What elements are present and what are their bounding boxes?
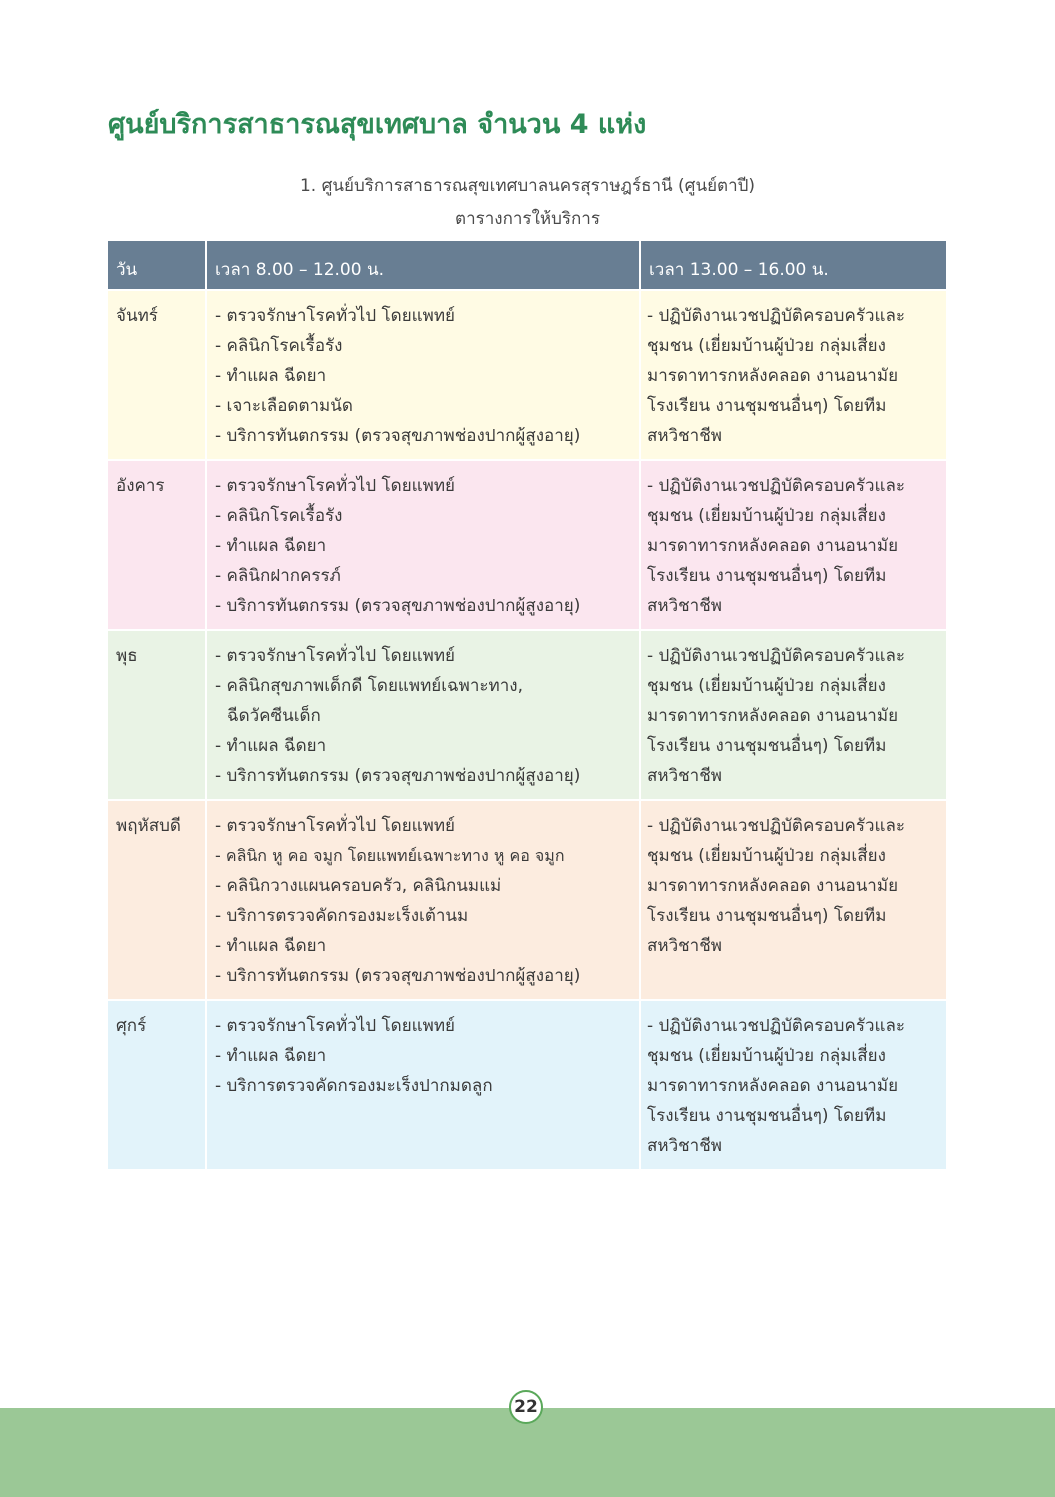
service-line: - คลินิกสุขภาพเด็กดี โดยแพทย์เฉพาะทาง, [215, 676, 523, 696]
table-row [108, 290, 946, 460]
service-line: มารดาทารกหลังคลอด งานอนามัย [647, 1076, 899, 1096]
afternoon-cell [640, 1000, 946, 1169]
service-line: - คลินิกวางแผนครอบครัว, คลินิกนมแม่ [215, 876, 502, 896]
service-line: มารดาทารกหลังคลอด งานอนามัย [647, 706, 899, 726]
service-line: - ตรวจรักษาโรคทั่วไป โดยแพทย์ [215, 646, 455, 666]
table-row [108, 460, 946, 630]
service-line: - ตรวจรักษาโรคทั่วไป โดยแพทย์ [215, 1016, 455, 1036]
day-cell: ศุกร์ [108, 1000, 206, 1169]
service-line: ชุมชน (เยี่ยมบ้านผู้ป่วย กลุ่มเสี่ยง [647, 676, 886, 696]
center-title: 1. ศูนย์บริการสาธารณสุขเทศบาลนครสุราษฎร์ธานี (ศูนย์ตาปี) [299, 176, 756, 196]
page-heading: ศูนย์บริการสาธารณสุขเทศบาล จำนวน 4 แห่ง [108, 109, 647, 140]
afternoon-cell [640, 630, 946, 800]
service-line: สหวิชาชีพ [647, 1136, 722, 1156]
service-line: - คลินิก หู คอ จมูก โดยแพทย์เฉพาะทาง หู คอ จมูก [215, 846, 565, 865]
service-line: - ปฏิบัติงานเวชปฏิบัติครอบครัวและ [647, 816, 906, 836]
service-line: - บริการทันตกรรม (ตรวจสุขภาพช่องปากผู้สูงอายุ) [215, 596, 581, 616]
service-line: - ทำแผล ฉีดยา [215, 736, 327, 756]
day-cell: พุธ [108, 630, 206, 800]
day-cell: จันทร์ [108, 290, 206, 460]
afternoon-cell [640, 800, 946, 1000]
service-line: มารดาทารกหลังคลอด งานอนามัย [647, 536, 899, 556]
service-line: โรงเรียน งานชุมชนอื่นๆ) โดยทีม [647, 396, 887, 416]
service-line: มารดาทารกหลังคลอด งานอนามัย [647, 876, 899, 896]
column-header-afternoon: เวลา 13.00 – 16.00 น. [640, 241, 946, 290]
service-line: - ตรวจรักษาโรคทั่วไป โดยแพทย์ [215, 816, 455, 836]
service-line: - ปฏิบัติงานเวชปฏิบัติครอบครัวและ [647, 646, 906, 666]
service-line: - ตรวจรักษาโรคทั่วไป โดยแพทย์ [215, 476, 455, 496]
service-line: สหวิชาชีพ [647, 426, 722, 446]
service-line: - คลินิกโรคเรื้อรัง [215, 336, 343, 356]
service-line: โรงเรียน งานชุมชนอื่นๆ) โดยทีม [647, 736, 887, 756]
morning-cell [206, 630, 640, 800]
service-line: โรงเรียน งานชุมชนอื่นๆ) โดยทีม [647, 566, 887, 586]
service-line: - บริการตรวจคัดกรองมะเร็งปากมดลูก [215, 1076, 493, 1096]
morning-cell [206, 460, 640, 630]
service-line: ชุมชน (เยี่ยมบ้านผู้ป่วย กลุ่มเสี่ยง [647, 506, 886, 526]
table-title: ตารางการให้บริการ [455, 209, 600, 229]
service-line: - ทำแผล ฉีดยา [215, 366, 327, 386]
service-line: - เจาะเลือดตามนัด [215, 396, 353, 416]
table-row [108, 800, 946, 1000]
service-line: มารดาทารกหลังคลอด งานอนามัย [647, 366, 899, 386]
service-line: - ปฏิบัติงานเวชปฏิบัติครอบครัวและ [647, 476, 906, 496]
service-line: ฉีดวัคซีนเด็ก [227, 706, 321, 726]
service-line: - ทำแผล ฉีดยา [215, 536, 327, 556]
table-header-row [108, 241, 946, 290]
service-line: - บริการทันตกรรม (ตรวจสุขภาพช่องปากผู้สูงอายุ) [215, 426, 581, 446]
morning-cell [206, 800, 640, 1000]
service-line: - ทำแผล ฉีดยา [215, 936, 327, 956]
schedule-table [108, 241, 946, 1169]
column-header-morning: เวลา 8.00 – 12.00 น. [206, 241, 640, 290]
service-line: สหวิชาชีพ [647, 936, 722, 956]
service-line: - บริการตรวจคัดกรองมะเร็งเต้านม [215, 906, 469, 926]
service-line: สหวิชาชีพ [647, 766, 722, 786]
service-line: - ทำแผล ฉีดยา [215, 1046, 327, 1066]
service-line: - ปฏิบัติงานเวชปฏิบัติครอบครัวและ [647, 1016, 906, 1036]
service-line: - คลินิกฝากครรภ์ [215, 566, 341, 586]
service-line: - ปฏิบัติงานเวชปฏิบัติครอบครัวและ [647, 306, 906, 326]
table-row [108, 1000, 946, 1169]
service-line: สหวิชาชีพ [647, 596, 722, 616]
table-row [108, 630, 946, 800]
afternoon-cell [640, 290, 946, 460]
service-line: โรงเรียน งานชุมชนอื่นๆ) โดยทีม [647, 906, 887, 926]
afternoon-cell [640, 460, 946, 630]
morning-cell [206, 1000, 640, 1169]
service-line: ชุมชน (เยี่ยมบ้านผู้ป่วย กลุ่มเสี่ยง [647, 1046, 886, 1066]
service-line: ชุมชน (เยี่ยมบ้านผู้ป่วย กลุ่มเสี่ยง [647, 336, 886, 356]
morning-cell [206, 290, 640, 460]
service-line: - ตรวจรักษาโรคทั่วไป โดยแพทย์ [215, 306, 455, 326]
service-line: ชุมชน (เยี่ยมบ้านผู้ป่วย กลุ่มเสี่ยง [647, 846, 886, 866]
service-line: - บริการทันตกรรม (ตรวจสุขภาพช่องปากผู้สูงอายุ) [215, 966, 581, 986]
day-cell: อังคาร [108, 460, 206, 630]
day-cell: พฤหัสบดี [108, 800, 206, 1000]
service-line: โรงเรียน งานชุมชนอื่นๆ) โดยทีม [647, 1106, 887, 1126]
service-line: - บริการทันตกรรม (ตรวจสุขภาพช่องปากผู้สูงอายุ) [215, 766, 581, 786]
column-header-day: วัน [108, 241, 206, 290]
service-line: - คลินิกโรคเรื้อรัง [215, 506, 343, 526]
page-number: 22 [509, 1390, 543, 1424]
